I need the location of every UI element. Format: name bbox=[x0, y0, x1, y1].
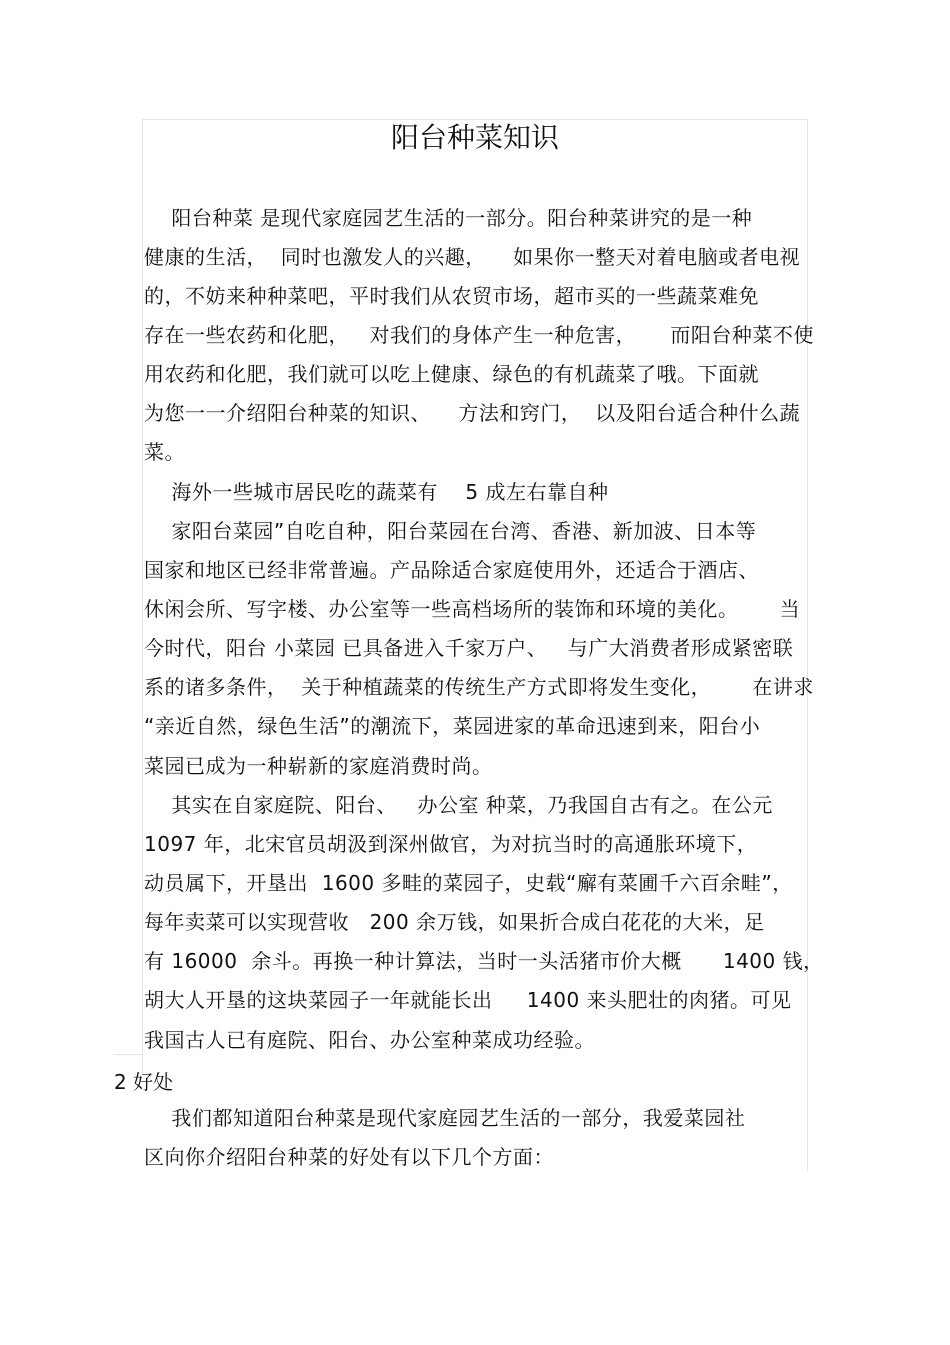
text-line: 休闲会所、写字楼、办公室等一些高档场所的装饰和环境的美化。 当 bbox=[144, 597, 801, 621]
text-line: 胡大人开垦的这块菜园子一年就能长出 1400 来头肥壮的肉猪。可见 bbox=[144, 988, 792, 1012]
text-line: 为您一一介绍阳台种菜的知识、 方法和窍门， 以及阳台适合种什么蔬 bbox=[144, 401, 801, 425]
page-frame-left bbox=[142, 119, 143, 1054]
text-line: 动员属下，开垦出 1600 多畦的菜园子，史载“廨有菜圃千六百余畦”， bbox=[144, 871, 793, 895]
text-line: 阳台种菜 是现代家庭园艺生活的一部分。阳台种菜讲究的是一种 bbox=[144, 206, 753, 230]
text-line: 国家和地区已经非常普遍。产品除适合家庭使用外，还适合于酒店、 bbox=[144, 558, 759, 582]
text-line: 健康的生活， 同时也激发人的兴趣， 如果你一整天对着电脑或者电视 bbox=[144, 245, 801, 269]
page-title: 阳台种菜知识 bbox=[390, 121, 559, 154]
text-line: 海外一些城市居民吃的蔬菜有 5 成左右靠自种 bbox=[144, 480, 609, 504]
text-line: 存在一些农药和化肥， 对我们的身体产生一种危害， 而阳台种菜不使 bbox=[144, 323, 814, 347]
page-frame-right bbox=[807, 119, 808, 1171]
text-line: 菜园已成为一种崭新的家庭消费时尚。 bbox=[144, 754, 493, 778]
text-line: “亲近自然，绿色生活”的潮流下，菜园进家的革命迅速到来，阳台小 bbox=[144, 714, 761, 738]
text-line: 菜。 bbox=[144, 440, 185, 464]
text-line: 我国古人已有庭院、阳台、办公室种菜成功经验。 bbox=[144, 1028, 595, 1052]
text-line: 每年卖菜可以实现营收 200 余万钱，如果折合成白花花的大米，足 bbox=[144, 910, 765, 934]
page-frame-mark bbox=[114, 1054, 143, 1055]
text-line: 用农药和化肥，我们就可以吃上健康、绿色的有机蔬菜了哦。下面就 bbox=[144, 362, 759, 386]
text-line: 的，不妨来种种菜吧，平时我们从农贸市场，超市买的一些蔬菜难免 bbox=[144, 284, 759, 308]
text-line: 其实在自家庭院、阳台、 办公室 种菜，乃我国自古有之。在公元 bbox=[144, 793, 773, 817]
text-line: 我们都知道阳台种菜是现代家庭园艺生活的一部分，我爱菜园社 bbox=[144, 1106, 746, 1130]
text-line: 系的诸多条件， 关于种植蔬菜的传统生产方式即将发生变化， 在讲求 bbox=[144, 675, 814, 699]
text-line: 有 16000 余斗。再换一种计算法，当时一头活猪市价大概 1400 钱， bbox=[144, 949, 824, 973]
text-line: 今时代，阳台 小菜园 已具备进入千家万户、 与广大消费者形成紧密联 bbox=[144, 636, 794, 660]
text-line: 家阳台菜园”自吃自种，阳台菜园在台湾、香港、新加波、日本等 bbox=[144, 519, 757, 543]
text-line: 1097 年，北宋官员胡汲到深州做官，为对抗当时的高通胀环境下， bbox=[144, 832, 758, 856]
section-heading: 2 好处 bbox=[114, 1070, 174, 1094]
text-line: 区向你介绍阳台种菜的好处有以下几个方面： bbox=[144, 1145, 554, 1169]
